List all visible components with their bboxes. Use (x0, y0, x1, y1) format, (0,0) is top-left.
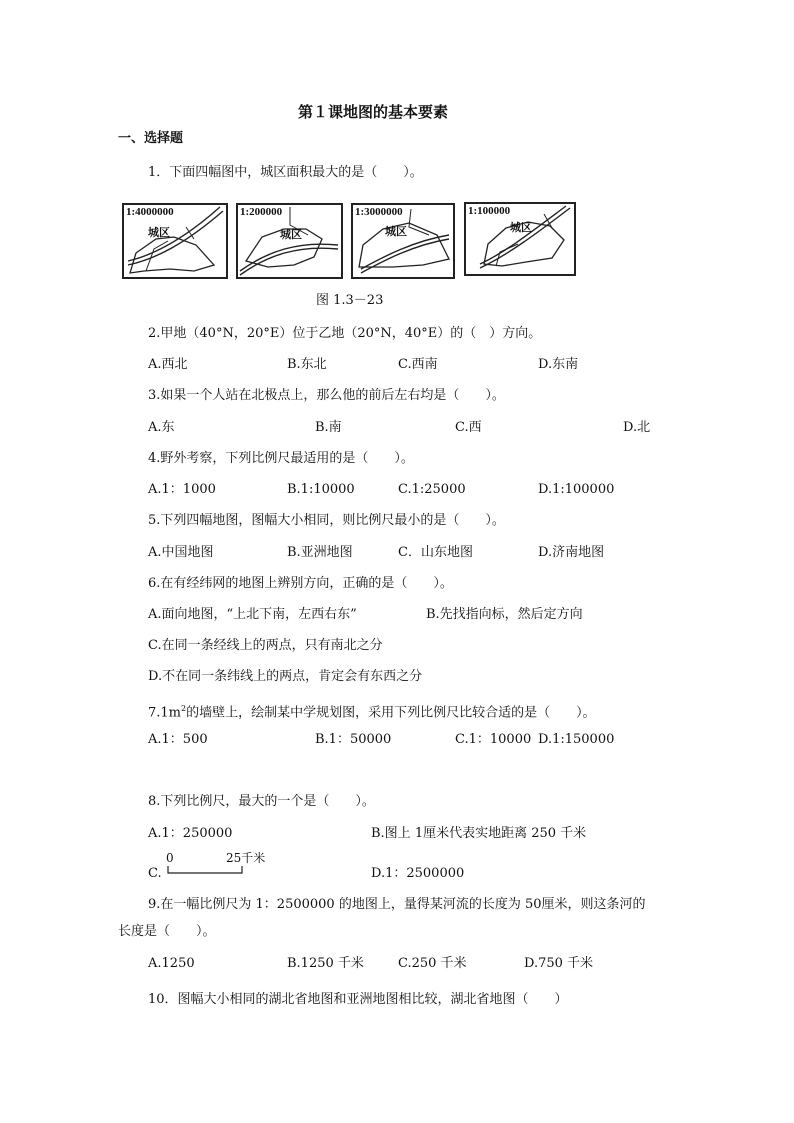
q5-option-d[interactable]: D.济南地图 (538, 545, 605, 560)
section-heading: 一、选择题 (118, 131, 184, 146)
question-1: 1．下面四幅图中，城区面积最大的是（ ）。 (148, 165, 423, 180)
q4-option-c[interactable]: C.1:25000 (398, 482, 466, 497)
q7-option-d[interactable]: D.1:150000 (538, 732, 615, 747)
q2-option-b[interactable]: B.东北 (287, 357, 327, 372)
q6-option-d[interactable]: D.不在同一条纬线上的两点，肯定会有东西之分 (148, 669, 423, 684)
scale-bar (164, 851, 266, 878)
q7-stem-pre: 7.1m (148, 705, 182, 721)
q4-option-b[interactable]: B.1:10000 (287, 482, 355, 497)
question-3: 3.如果一个人站在北极点上，那么他的前后左右均是（ ）。 (148, 388, 505, 403)
question-9-line-2: 长度是（ ）。 (118, 924, 216, 939)
q9-option-c[interactable]: C.250 千米 (398, 956, 467, 971)
q4-option-a[interactable]: A.1：1000 (148, 482, 216, 497)
question-4: 4.野外考察，下列比例尺最适用的是（ ）。 (148, 451, 414, 466)
q2-option-c[interactable]: C.西南 (398, 357, 438, 372)
q6-option-c[interactable]: C.在同一条经线上的两点，只有南北之分 (148, 638, 383, 653)
map-city-label-3: 城区 (385, 225, 407, 238)
q8-option-b[interactable]: B.图上 1厘米代表实地距离 250 千米 (371, 826, 587, 841)
question-5: 5.下列四幅地图，图幅大小相同，则比例尺最小的是（ ）。 (148, 513, 505, 528)
scale-bar-line (164, 852, 254, 878)
scale-bar-distance: 25千米 (226, 851, 266, 865)
map-scale-3: 1:3000000 (355, 206, 403, 218)
map-figure-1 (122, 203, 228, 279)
q5-option-a[interactable]: A.中国地图 (148, 545, 214, 560)
q8-option-c[interactable]: C. (148, 866, 162, 881)
q2-option-d[interactable]: D.东南 (538, 357, 579, 372)
q3-option-b[interactable]: B.南 (315, 420, 342, 435)
q8-option-d[interactable]: D.1：2500000 (371, 866, 465, 881)
q7-option-c[interactable]: C.1：10000 (455, 732, 532, 747)
q6-option-a[interactable]: A.面向地图，“上北下南，左西右东” (148, 607, 357, 622)
map-city-label-2: 城区 (280, 228, 302, 241)
figure-caption: 图 1.3－23 (316, 293, 384, 308)
map-figure-2 (236, 203, 343, 279)
q7-option-a[interactable]: A.1：500 (148, 732, 208, 747)
map-scale-2: 1:200000 (240, 206, 283, 218)
map-city-label-4: 城区 (510, 221, 532, 234)
question-8: 8.下列比例尺，最大的一个是（ ）。 (148, 794, 375, 809)
question-9-line-1: 9.在一幅比例尺为 1：2500000 的地图上，量得某河流的长度为 50厘米，则这条河的 (148, 897, 646, 912)
scale-bar-zero: 0 (166, 851, 174, 865)
q8-option-a[interactable]: A.1：250000 (148, 826, 233, 841)
map-scale-1: 1:4000000 (126, 206, 174, 218)
q7-option-b[interactable]: B.1：50000 (315, 732, 392, 747)
q9-option-a[interactable]: A.1250 (148, 956, 195, 971)
q5-option-c[interactable]: C．山东地图 (398, 545, 473, 560)
q3-option-d[interactable]: D.北 (623, 420, 651, 435)
page-title: 第１课地图的基本要素 (298, 103, 449, 121)
q3-option-a[interactable]: A.东 (148, 420, 175, 435)
q4-option-d[interactable]: D.1:100000 (538, 482, 615, 497)
map-figure-3 (351, 203, 455, 279)
map-scale-4: 1:100000 (468, 205, 511, 217)
q2-option-a[interactable]: A.西北 (148, 357, 188, 372)
q6-option-b[interactable]: B.先找指向标，然后定方向 (426, 607, 583, 622)
question-7 (148, 701, 596, 721)
q7-stem-sup: 2 (181, 704, 187, 713)
question-6: 6.在有经纬网的地图上辨别方向，正确的是（ ）。 (148, 576, 453, 591)
q5-option-b[interactable]: B.亚洲地图 (287, 545, 353, 560)
question-2: 2.甲地（40°N，20°E）位于乙地（20°N，40°E）的（ ）方向。 (148, 326, 542, 341)
map-city-label-1: 城区 (148, 226, 170, 239)
q9-option-b[interactable]: B.1250 千米 (287, 956, 364, 971)
q7-stem-post: 的墙壁上，绘制某中学规划图，采用下列比例尺比较合适的是（ ）。 (186, 705, 596, 721)
question-10: 10．图幅大小相同的湖北省地图和亚洲地图相比较，湖北省地图（ ） (148, 992, 568, 1007)
map-figure-4 (464, 202, 576, 276)
q9-option-d[interactable]: D.750 千米 (524, 956, 594, 971)
q3-option-c[interactable]: C.西 (455, 420, 482, 435)
